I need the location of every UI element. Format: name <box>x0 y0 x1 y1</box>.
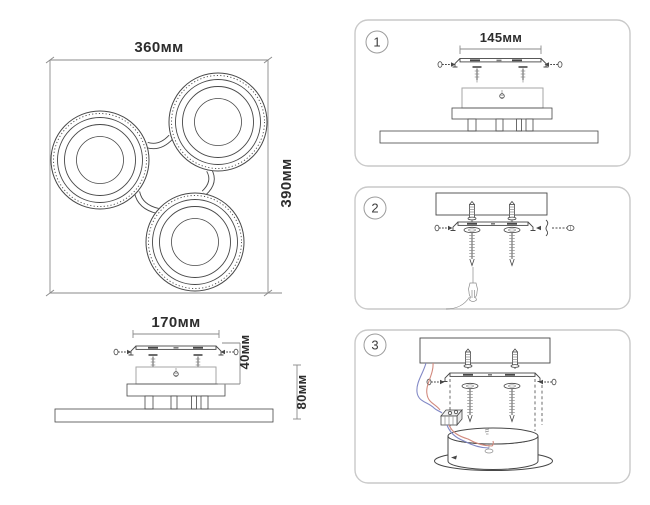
terminal-block <box>441 410 462 425</box>
side-width-dimension <box>133 330 219 338</box>
side-view-body-height-label: 80мм <box>294 374 309 410</box>
top-view-height-label: 390мм <box>278 158 295 208</box>
overview-side-view <box>55 314 309 422</box>
step-panel-1 <box>355 20 630 166</box>
step-1-number: 1 <box>373 34 381 50</box>
step-3-number: 3 <box>371 337 379 353</box>
overview-top-view <box>46 39 295 296</box>
top-view-width-label: 360мм <box>134 39 184 56</box>
side-view-mount-height-label: 40мм <box>237 334 252 370</box>
step-1-dimension-label: 145мм <box>479 30 523 45</box>
step-panel-2 <box>355 187 630 309</box>
canopy-drum <box>435 428 553 471</box>
step-2-number: 2 <box>371 200 379 216</box>
step-panel-3 <box>355 330 630 483</box>
side-view-width-label: 170мм <box>151 314 201 331</box>
